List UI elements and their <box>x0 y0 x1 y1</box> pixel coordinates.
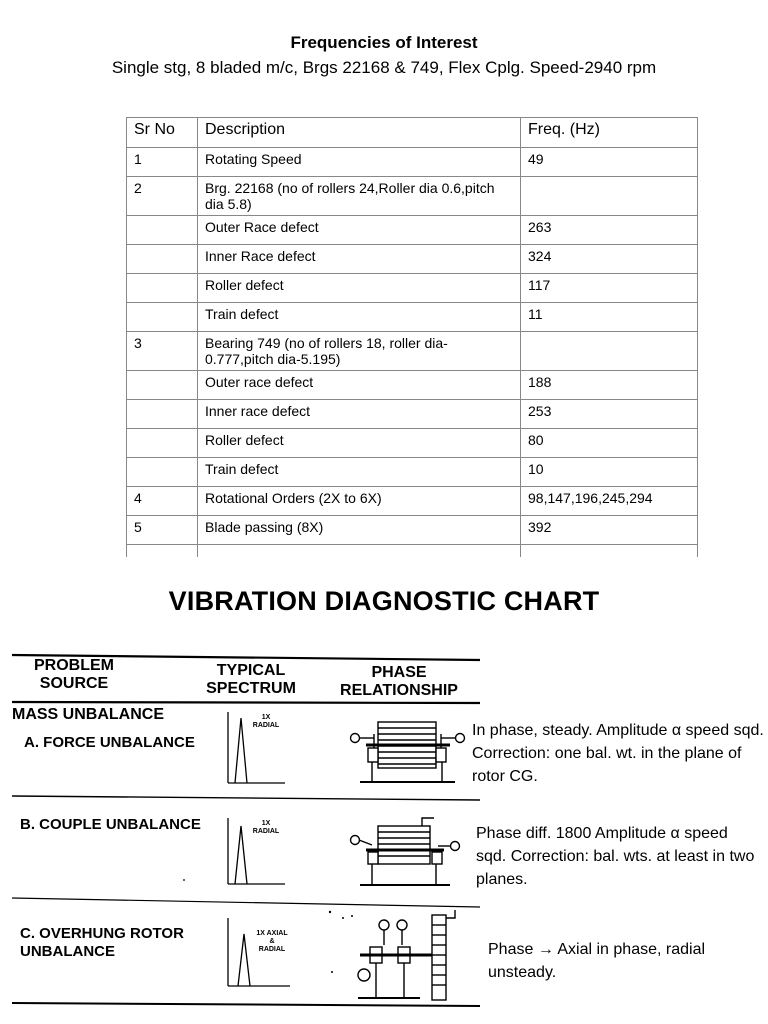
row-rule-b <box>12 898 480 907</box>
cell-frequency: 98,147,196,245,294 <box>521 487 698 516</box>
cell-description: Bearing 749 (no of rollers 18, roller dia-0.777,pitch dia-5.195) <box>198 332 521 371</box>
cell-description: Inner race defect <box>198 400 521 429</box>
cell-description: Rotational Orders (2X to 6X) <box>198 487 521 516</box>
column-header-description: Description <box>198 118 521 148</box>
table-row <box>127 487 698 516</box>
group-label-mass-unbalance: MASS UNBALANCE <box>12 706 164 723</box>
cell-frequency: 188 <box>521 371 698 400</box>
rotor-diagram-a <box>351 722 465 782</box>
row-label-force-unbalance: A. FORCE UNBALANCE <box>24 734 195 751</box>
cell-empty <box>198 545 521 558</box>
table-header-row <box>127 118 698 148</box>
table-row <box>127 216 698 245</box>
cell-sr-no: 5 <box>127 516 198 545</box>
table-row <box>127 303 698 332</box>
cell-frequency <box>521 177 698 216</box>
cell-sr-no: 1 <box>127 148 198 177</box>
cell-sr-no: 4 <box>127 487 198 516</box>
cell-sr-no <box>127 458 198 487</box>
description-couple-unbalance: Phase diff. 1800 Amplitude α speed sqd. Correction: bal. wts. at least in two planes. <box>476 825 755 888</box>
scan-specks <box>183 879 353 973</box>
table-row <box>127 148 698 177</box>
table-row <box>127 332 698 371</box>
cell-sr-no <box>127 429 198 458</box>
spectrum-peak-b <box>235 826 247 884</box>
cell-sr-no: 3 <box>127 332 198 371</box>
cell-frequency: 117 <box>521 274 698 303</box>
cell-sr-no <box>127 303 198 332</box>
table-row <box>127 400 698 429</box>
cell-description: Blade passing (8X) <box>198 516 521 545</box>
cell-description: Roller defect <box>198 274 521 303</box>
cell-frequency: 11 <box>521 303 698 332</box>
header-rule <box>12 702 480 703</box>
page-subtitle: Single stg, 8 bladed m/c, Brgs 22168 & 749, Flex Cplg. Speed-2940 rpm <box>111 58 657 77</box>
chart-title: VIBRATION DIAGNOSTIC CHART <box>168 586 600 616</box>
table-row <box>127 429 698 458</box>
table-row <box>127 371 698 400</box>
cell-sr-no <box>127 245 198 274</box>
cell-empty <box>521 545 698 558</box>
cell-description: Inner Race defect <box>198 245 521 274</box>
table-row <box>127 177 698 216</box>
table-blank-row <box>127 545 698 558</box>
cell-frequency: 10 <box>521 458 698 487</box>
table-row <box>127 458 698 487</box>
cell-sr-no <box>127 400 198 429</box>
cell-frequency: 324 <box>521 245 698 274</box>
header-phase-relationship: PHASE RELATIONSHIP <box>340 664 458 699</box>
cell-description: Outer Race defect <box>198 216 521 245</box>
rotor-diagram-c <box>358 910 455 1000</box>
header-typical-spectrum: TYPICAL SPECTRUM <box>206 662 296 697</box>
description-force-unbalance: In phase, steady. Amplitude α speed sqd. Correction: one bal. wt. in the plane of rotor CG. <box>472 722 764 785</box>
spectrum-note-a: 1X RADIAL <box>252 714 280 729</box>
cell-frequency: 263 <box>521 216 698 245</box>
cell-empty <box>127 545 198 558</box>
cell-frequency: 392 <box>521 516 698 545</box>
bottom-rule <box>12 1003 480 1006</box>
cell-frequency: 253 <box>521 400 698 429</box>
table-row <box>127 245 698 274</box>
cell-description: Train defect <box>198 458 521 487</box>
cell-frequency: 80 <box>521 429 698 458</box>
cell-description: Rotating Speed <box>198 148 521 177</box>
cell-description: Brg. 22168 (no of rollers 24,Roller dia 0.6,pitch dia 5.8) <box>198 177 521 216</box>
rotor-diagram-b <box>351 818 460 885</box>
row-label-overhung-rotor-unbalance: C. OVERHUNG ROTOR UNBALANCE <box>20 925 184 960</box>
cell-description: Train defect <box>198 303 521 332</box>
cell-sr-no <box>127 371 198 400</box>
description-overhung-rotor: Phase → Axial in phase, radial unsteady. <box>488 941 706 981</box>
cell-description: Outer race defect <box>198 371 521 400</box>
cell-frequency <box>521 332 698 371</box>
frequency-table <box>126 117 698 557</box>
spectrum-note-b: 1X RADIAL <box>252 820 280 835</box>
spectrum-peak-a <box>235 718 247 783</box>
header-problem-source: PROBLEM SOURCE <box>34 657 114 692</box>
cell-description: Roller defect <box>198 429 521 458</box>
column-header-frequency: Freq. (Hz) <box>521 118 698 148</box>
cell-sr-no <box>127 216 198 245</box>
cell-sr-no <box>127 274 198 303</box>
column-header-sr-no: Sr No <box>127 118 198 148</box>
row-label-couple-unbalance: B. COUPLE UNBALANCE <box>20 816 201 833</box>
table-row <box>127 516 698 545</box>
spectrum-peak-c <box>238 934 250 986</box>
row-rule-a <box>12 796 480 800</box>
spectrum-note-c: 1X AXIAL & RADIAL <box>256 930 288 953</box>
table-row <box>127 274 698 303</box>
cell-sr-no: 2 <box>127 177 198 216</box>
page-title: Frequencies of Interest <box>290 33 478 52</box>
cell-frequency: 49 <box>521 148 698 177</box>
